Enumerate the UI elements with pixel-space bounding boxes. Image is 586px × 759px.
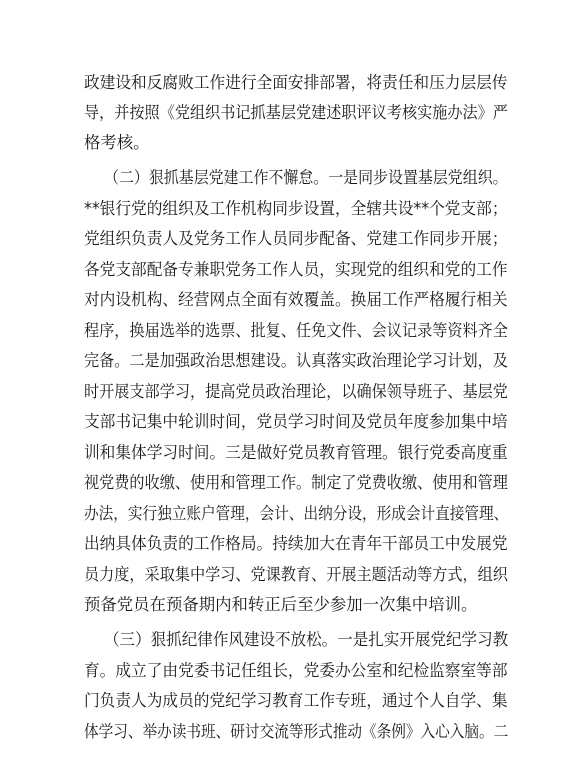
text-line-16: 出纳具体负责的工作格局。持续加大在青年干部员工中发展党 [84,534,508,553]
text-line-18: 预备党员在预备期内和转正后至少参加一次集中培训。 [84,595,478,614]
text-line-14: 视党费的收缴、使用和管理工作。制定了党费收缴、使用和管理 [84,473,508,492]
text-line-17: 员力度，采取集中学习、党课教育、开展主题活动等方式，组织 [84,565,508,584]
text-line-20: 育。成立了由党委书记任组长，党委办公室和纪检监察室等部 [84,661,508,680]
text-line-19: （三）狠抓纪律作风建设不放松。一是扎实开展党纪学习教 [104,630,509,649]
text-line-7: 各党支部配备专兼职党务工作人员，实现党的组织和党的工作 [84,260,508,279]
text-line-12: 支部书记集中轮训时间，党员学习时间及党员年度参加集中培 [84,412,508,431]
text-line-1: 政建设和反腐败工作进行全面安排部署，将责任和压力层层传 [84,73,508,92]
text-line-5: **银行党的组织及工作机构同步设置，全辖共设**个党支部； [84,199,508,218]
text-line-22: 体学习、举办读书班、研讨交流等形式推动《条例》入心入脑。二 [84,722,509,741]
text-line-6: 党组织负责人及党务工作人员同步配备、党建工作同步开展； [84,229,508,248]
text-line-11: 时开展支部学习，提高党员政治理论，以确保领导班子、基层党 [84,382,508,401]
text-line-15: 办法，实行独立账户管理，会计、出纳分设，形成会计直接管理、 [84,504,509,523]
text-line-8: 对内设机构、经营网点全面有效覆盖。换届工作严格履行相关 [84,290,508,309]
text-line-9: 程序，换届选举的选票、批复、任免文件、会议记录等资料齐全 [84,321,508,340]
text-line-10: 完备。二是加强政治思想建设。认真落实政治理论学习计划，及 [84,351,508,370]
text-line-2: 导，并按照《党组织书记抓基层党建述职评议考核实施办法》严 [84,103,508,122]
text-line-3: 格考核。 [84,133,150,152]
text-line-13: 训和集体学习时间。三是做好党员教育管理。银行党委高度重 [84,443,508,462]
text-line-21: 门负责人为成员的党纪学习教育工作专班，通过个人自学、集 [84,691,508,710]
text-line-4: （二）狠抓基层党建工作不懈怠。一是同步设置基层党组织。 [104,168,508,187]
